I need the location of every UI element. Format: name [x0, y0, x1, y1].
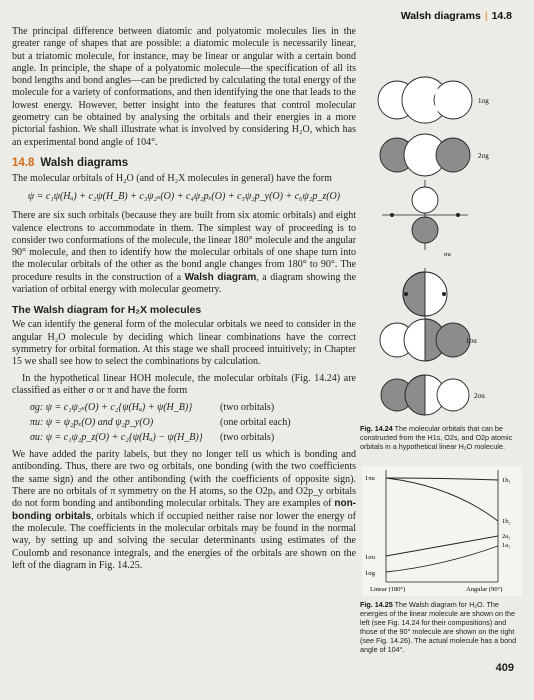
subsection-paragraph-3: We have added the parity labels, but they no longer tell us which is bonding and antibonding. Thus, there are two σg orbitals, one bonding (with the two coefficients the same sign) and the other antibonding (with the coefficients of opposite sign). There are no orbitals of π symmetry on the H atoms, so the O2pₓ and O2p_y orbitals do not form bonding and antibonding molecular orbitals. They are examples of non-bonding orbitals, orbitals which if occupied neither raise nor lower the energy of the molecule. The coefficients in the molecular orbitals may be found in the normal way, by setting up and solving the secular determinants using estimates of the Coulomb and resonance integrals, and the energies of the orbitals are shown on the left of the diagram in Fig. 14.25. [12, 449, 357, 571]
caption-14-25: Fig. 14.25 The Walsh diagram for H₂O. The energies of the linear molecule are shown on the left (see Fig. 14.24 for their compositions) and those of the 90° molecule are shown on the right (see Fig. 14.26). The actual molecule has a bond angle of 104°. [360, 600, 517, 654]
figure-14-24 [360, 70, 530, 420]
section-title: Walsh diagrams [40, 156, 129, 169]
intro-paragraph: The principal difference between diatomic and polyatomic molecules lies in the greater range of shapes that are possible: a diatomic molecule is necessarily linear, but a triatomic molecule, for instance, may be linear or angular with a certain bond angle. In principle, the shape of a polyatomic molecule—the specification of all its bond lengths and bond angles—can be predicted by calculating the total energy of the molecule for a variety of conformations, and then identifying the one that leads to the lowest energy. However, better insight into the features that control molecular geometry can be obtained by analysing the orbitals and their energies in a more pictorial fashion. We shall illustrate what is involved by considering H₂O, which has an experimental bond angle of 104°. [12, 26, 356, 148]
equation-pi-u: πu: ψ = ψ₂pₓ(O) and ψ₂p_y(O) (one orbital each) [30, 417, 291, 429]
running-head-number: 14.8 [491, 10, 512, 22]
x-label-angular: Angular (90°) [466, 586, 503, 593]
x-label-linear: Linear (180°) [370, 586, 406, 593]
label-2a1: 2a₁ [502, 533, 511, 540]
subsection-paragraph-1: We can identify the general form of the molecular orbitals we need to consider in the angular H₂O molecule by deciding which linear combinations have the correct symmetry for orbital formation. At this stage we shall proceed intuitively; in Chapter 15 we shall see how to select the combinations by calculation. [12, 319, 356, 368]
label-1b1: 1b₁ [502, 477, 511, 484]
subsection-paragraph-2: In the hypothetical linear HOH molecule, the molecular orbitals (Fig. 14.24) are classified as either σ or π and have the form [12, 372, 356, 396]
section-number: 14.8 [12, 156, 35, 169]
running-head-title: Walsh diagrams [400, 10, 481, 22]
label-1a1: 1a₁ [502, 542, 511, 549]
keyword-walsh-diagram: Walsh diagram [184, 271, 257, 283]
label-sigma-u: σu [444, 251, 451, 258]
page-number: 409 [495, 662, 514, 674]
figure-14-25-walsh-diagram [362, 466, 522, 596]
label-1b2: 1b₂ [502, 518, 511, 525]
orbital-equation: ψ = c₁ψ(Hₐ) + c₂ψ(H_B) + c₃ψ₂ₛ(O) + c₄ψ₂pₓ(O) + c₅ψ₂p_y(O) + c₆ψ₂p_z(O) [27, 191, 341, 203]
main-column [12, 26, 356, 576]
label-1sigma-u: 1σu [466, 337, 477, 345]
orbital-sigma-u [382, 180, 468, 258]
orbital-2sigma-g [380, 134, 489, 176]
running-head: Walsh diagrams | 14.8 [400, 10, 512, 22]
keyword-non-bonding-orbitals: non-bonding orbitals [12, 498, 357, 522]
orbital-1sigma-u [380, 319, 477, 361]
label-1pi-u: 1πu [365, 475, 375, 482]
section-paragraph-1: The molecular orbitals of H₂O (and of H₂X molecules in general) have the form [12, 172, 332, 184]
label-2sigma-g: 2σg [478, 152, 489, 160]
label-2sigma-u: 2σu [474, 392, 485, 400]
section-paragraph-2: There are six such orbitals (because they are built from six atomic orbitals) and eight valence electrons to accommodate in them. The simplest way of proceeding is to consider two conformations of the molecule, the linear 180° molecule and the angular 90° molecule, and then to identify how the molecular orbitals of one shape turn into the molecular orbitals of the other as the bond angle changes from 180° to 90°. The procedure results in the construction of a Walsh diagram, a diagram showing the variation of orbital energy with molecular geometry. [12, 210, 357, 296]
label-1sigma-u: 1σu [365, 554, 376, 561]
orbital-2sigma-u [381, 375, 485, 415]
subsection-heading: The Walsh diagram for H₂X molecules [12, 304, 202, 317]
orbital-1sigma-g [378, 77, 489, 123]
section-heading [12, 157, 356, 169]
equation-sigma-u: σu: ψ = c₁ψ₂p_z(O) + c₂{ψ(Hₐ) − ψ(H_B)} (two orbitals) [30, 432, 275, 444]
caption-14-24: Fig. 14.24 The molecular orbitals that can be constructed from the H1s, O2s, and O2p atomic orbitals in a hypothetical linear H₂O molecule. [360, 424, 513, 451]
equation-sigma-g: σg: ψ = c₁ψ₂ₛ(O) + c₂{ψ(Hₐ) + ψ(H_B)} (two orbitals) [30, 402, 275, 414]
label-1sigma-g: 1σg [478, 97, 489, 105]
orbital-pi-u [403, 268, 447, 320]
label-1sigma-g: 1σg [365, 570, 376, 577]
